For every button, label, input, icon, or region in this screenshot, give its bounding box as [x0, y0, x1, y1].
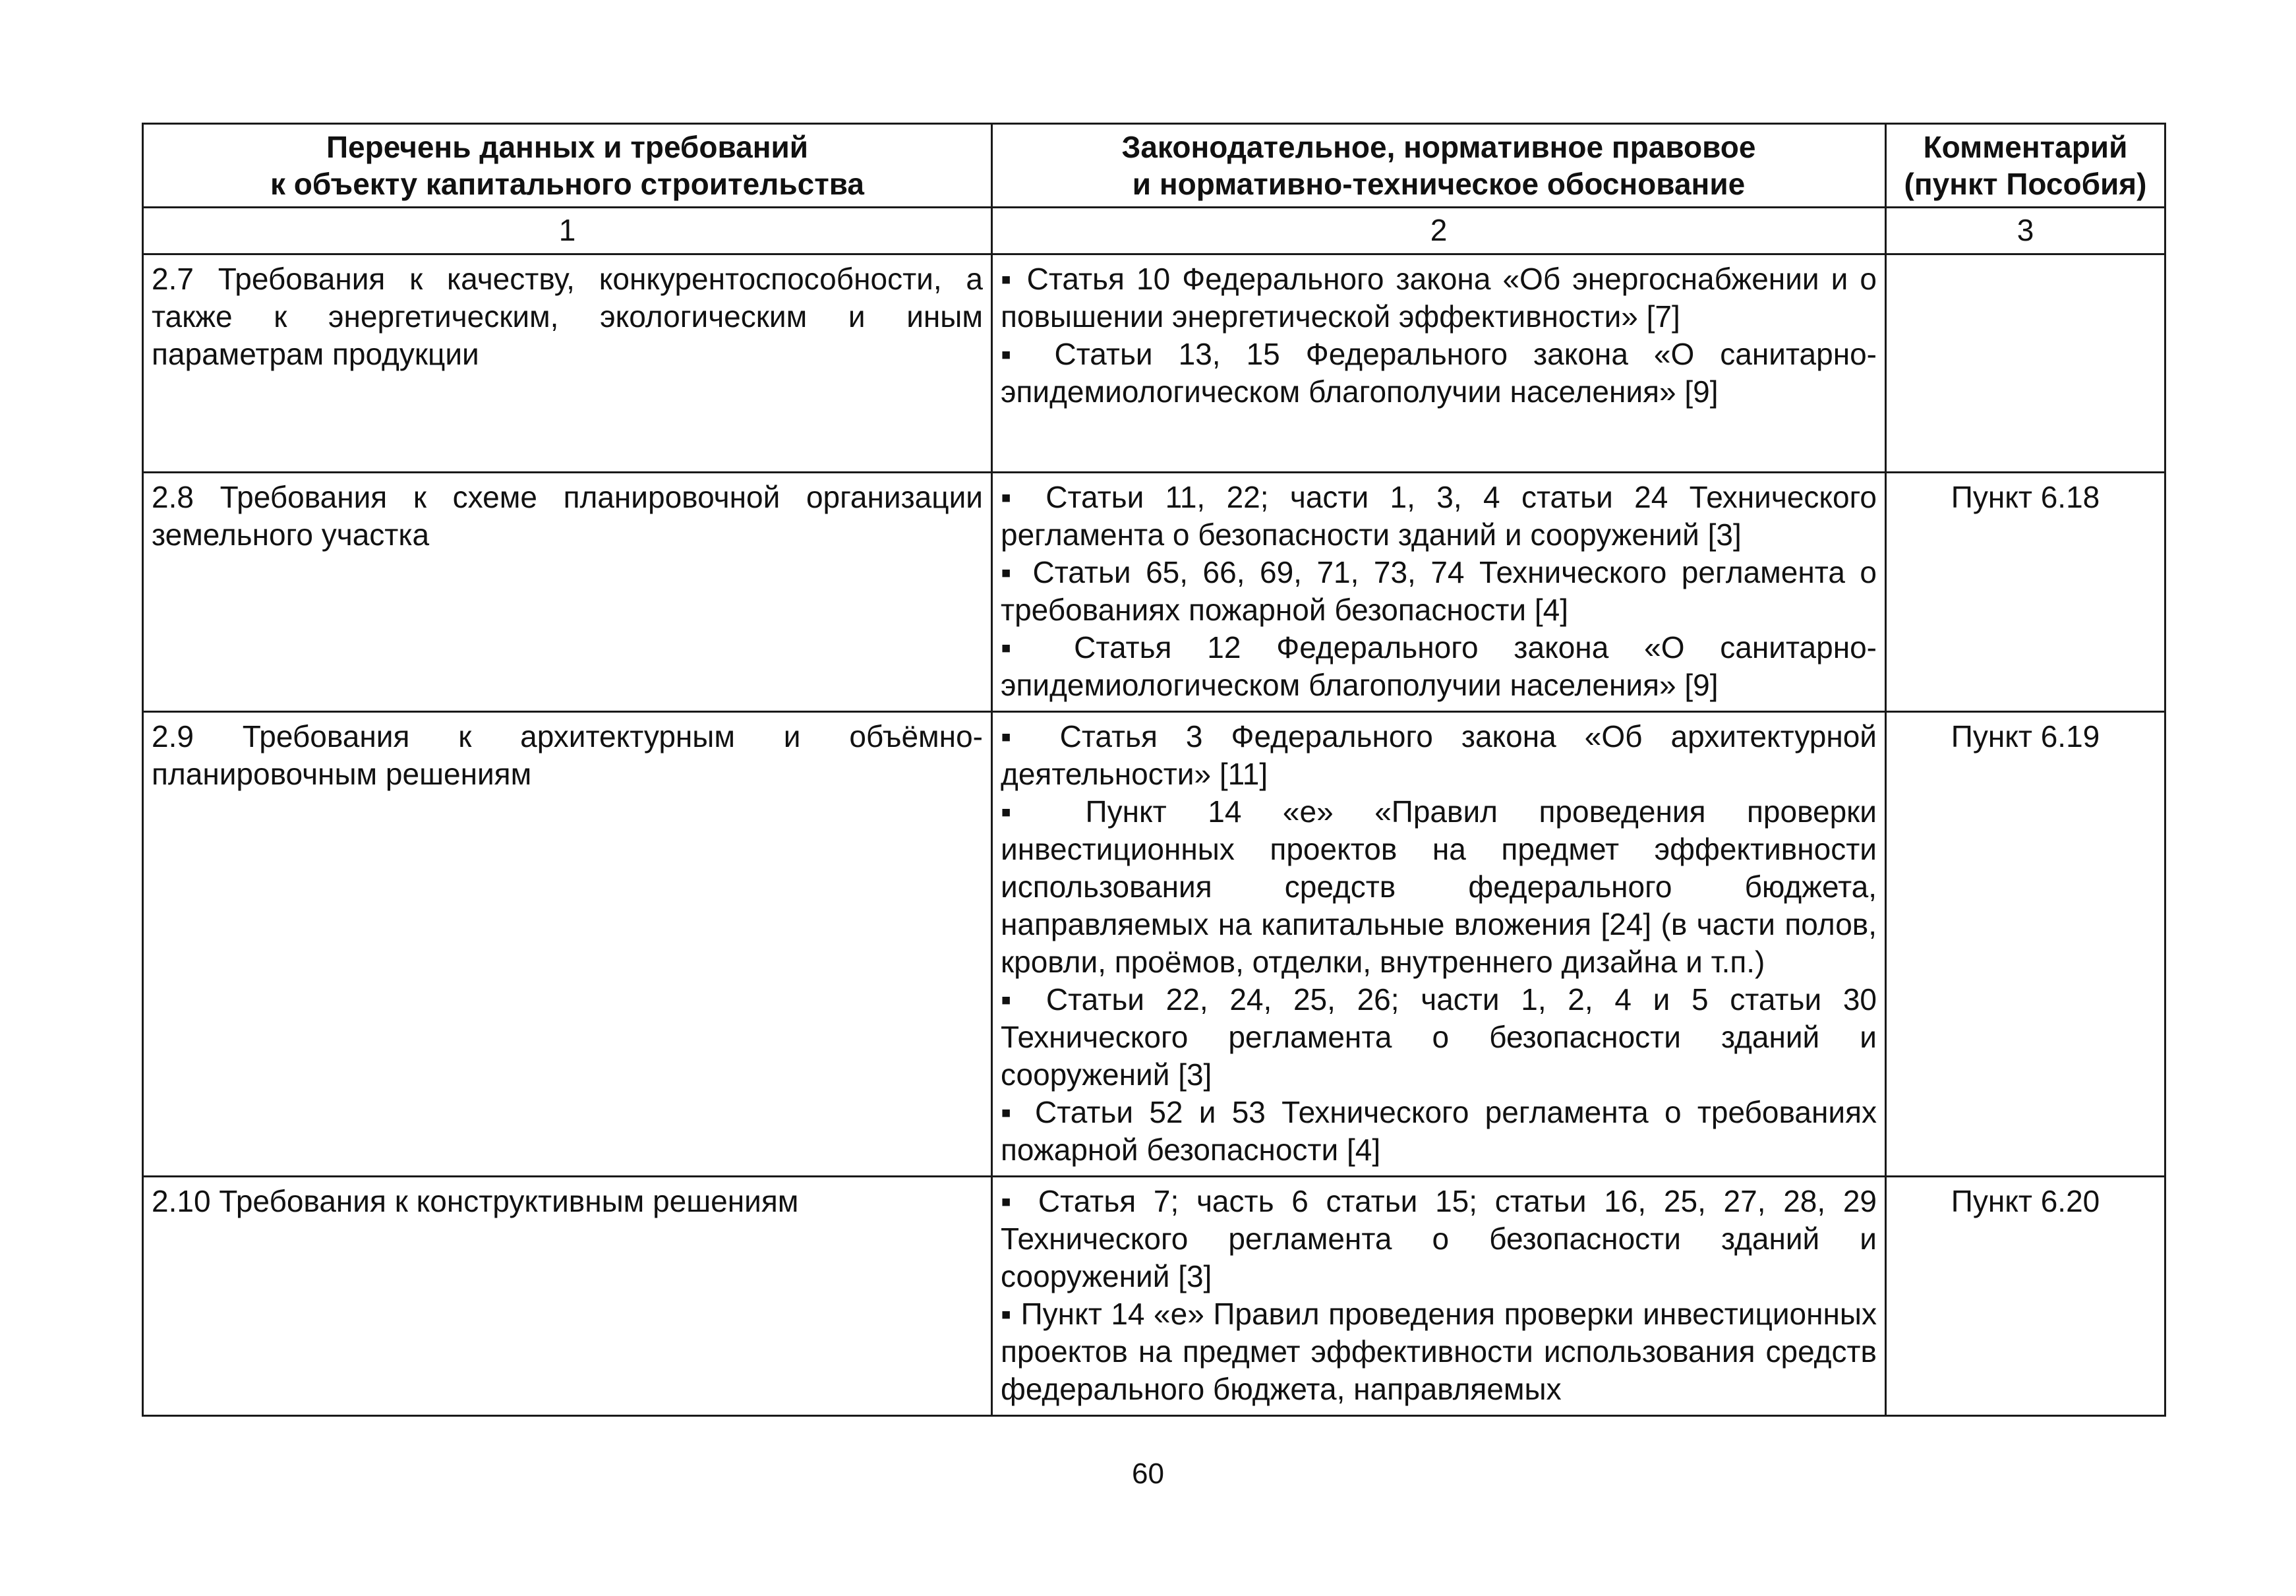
column-number: 2: [992, 208, 1886, 254]
table-row: [143, 473, 2165, 712]
table-header-row: [143, 124, 2165, 208]
comment-cell: Пункт 6.18: [1886, 473, 2165, 712]
requirement-cell: 2.7 Требования к качеству, конкурентоспособности, а также к энергетическим, экологическим и иным параметрам продукции: [143, 254, 992, 473]
basis-item: ▪ Пункт 14 «е» Правил проведения проверки инвестиционных проектов на предмет эффективности использования средств федерального бюджета, направляемых: [1001, 1297, 1877, 1406]
basis-item: ▪ Статья 3 Федерального закона «Об архитектурной деятельности» [11]: [1001, 719, 1877, 791]
table-row: [143, 1177, 2165, 1416]
table-row: [143, 712, 2165, 1177]
basis-cell: [992, 712, 1886, 1177]
header-line: и нормативно-техническое обоснование: [1132, 167, 1746, 201]
column-number-row: [143, 208, 2165, 254]
basis-item: ▪ Статья 10 Федерального закона «Об энергоснабжении и о повышении энергетической эффективности» [7]: [1001, 262, 1877, 334]
basis-item: ▪ Статьи 52 и 53 Технического регламента о требованиях пожарной безопасности [4]: [1001, 1095, 1877, 1167]
comment-cell: Пункт 6.19: [1886, 712, 2165, 1177]
page-number: 60: [1132, 1458, 1164, 1490]
basis-item: ▪ Статьи 13, 15 Федерального закона «О санитарно-эпидемиологическом благополучии населения» [9]: [1001, 337, 1877, 409]
header-line: к объекту капитального строительства: [270, 167, 865, 201]
requirements-table: [142, 123, 2166, 1417]
basis-item: ▪ Статьи 65, 66, 69, 71, 73, 74 Технического регламента о требованиях пожарной безопасности [4]: [1001, 555, 1877, 627]
requirement-cell: 2.9 Требования к архитектурным и объёмно-планировочным решениям: [143, 712, 992, 1177]
header-line: Комментарий: [1923, 130, 2128, 164]
basis-cell: [992, 254, 1886, 473]
header-legal-basis: [992, 124, 1886, 208]
header-requirements: [143, 124, 992, 208]
header-line: Законодательное, нормативное правовое: [1121, 130, 1756, 164]
comment-cell: Пункт 6.20: [1886, 1177, 2165, 1416]
basis-item: ▪ Статья 12 Федерального закона «О санитарно-эпидемиологическом благополучии населения» [9]: [1001, 630, 1877, 702]
comment-cell: [1886, 254, 2165, 473]
column-number: 1: [143, 208, 992, 254]
header-comment: [1886, 124, 2165, 208]
header-line: (пункт Пособия): [1904, 167, 2147, 201]
requirement-cell: 2.10 Требования к конструктивным решениям: [143, 1177, 992, 1416]
basis-item: ▪ Пункт 14 «е» «Правил проведения проверки инвестиционных проектов на предмет эффективности использования средств федерального бюджета, направляемых на капитальные вложения [24] (в части полов, кровли, проёмов, отделки, внутреннего дизайна и т.п.): [1001, 794, 1877, 979]
basis-item: ▪ Статья 7; часть 6 статьи 15; статьи 16, 25, 27, 28, 29 Технического регламента о безопасности зданий и сооружений [3]: [1001, 1184, 1877, 1293]
requirement-cell: 2.8 Требования к схеме планировочной организации земельного участка: [143, 473, 992, 712]
header-line: Перечень данных и требований: [326, 130, 809, 164]
basis-item: ▪ Статьи 11, 22; части 1, 3, 4 статьи 24 Технического регламента о безопасности зданий и сооружений [3]: [1001, 480, 1877, 552]
column-number: 3: [1886, 208, 2165, 254]
basis-cell: [992, 473, 1886, 712]
table-row: [143, 254, 2165, 473]
basis-item: ▪ Статьи 22, 24, 25, 26; части 1, 2, 4 и 5 статьи 30 Технического регламента о безопасности зданий и сооружений [3]: [1001, 982, 1877, 1092]
basis-cell: [992, 1177, 1886, 1416]
